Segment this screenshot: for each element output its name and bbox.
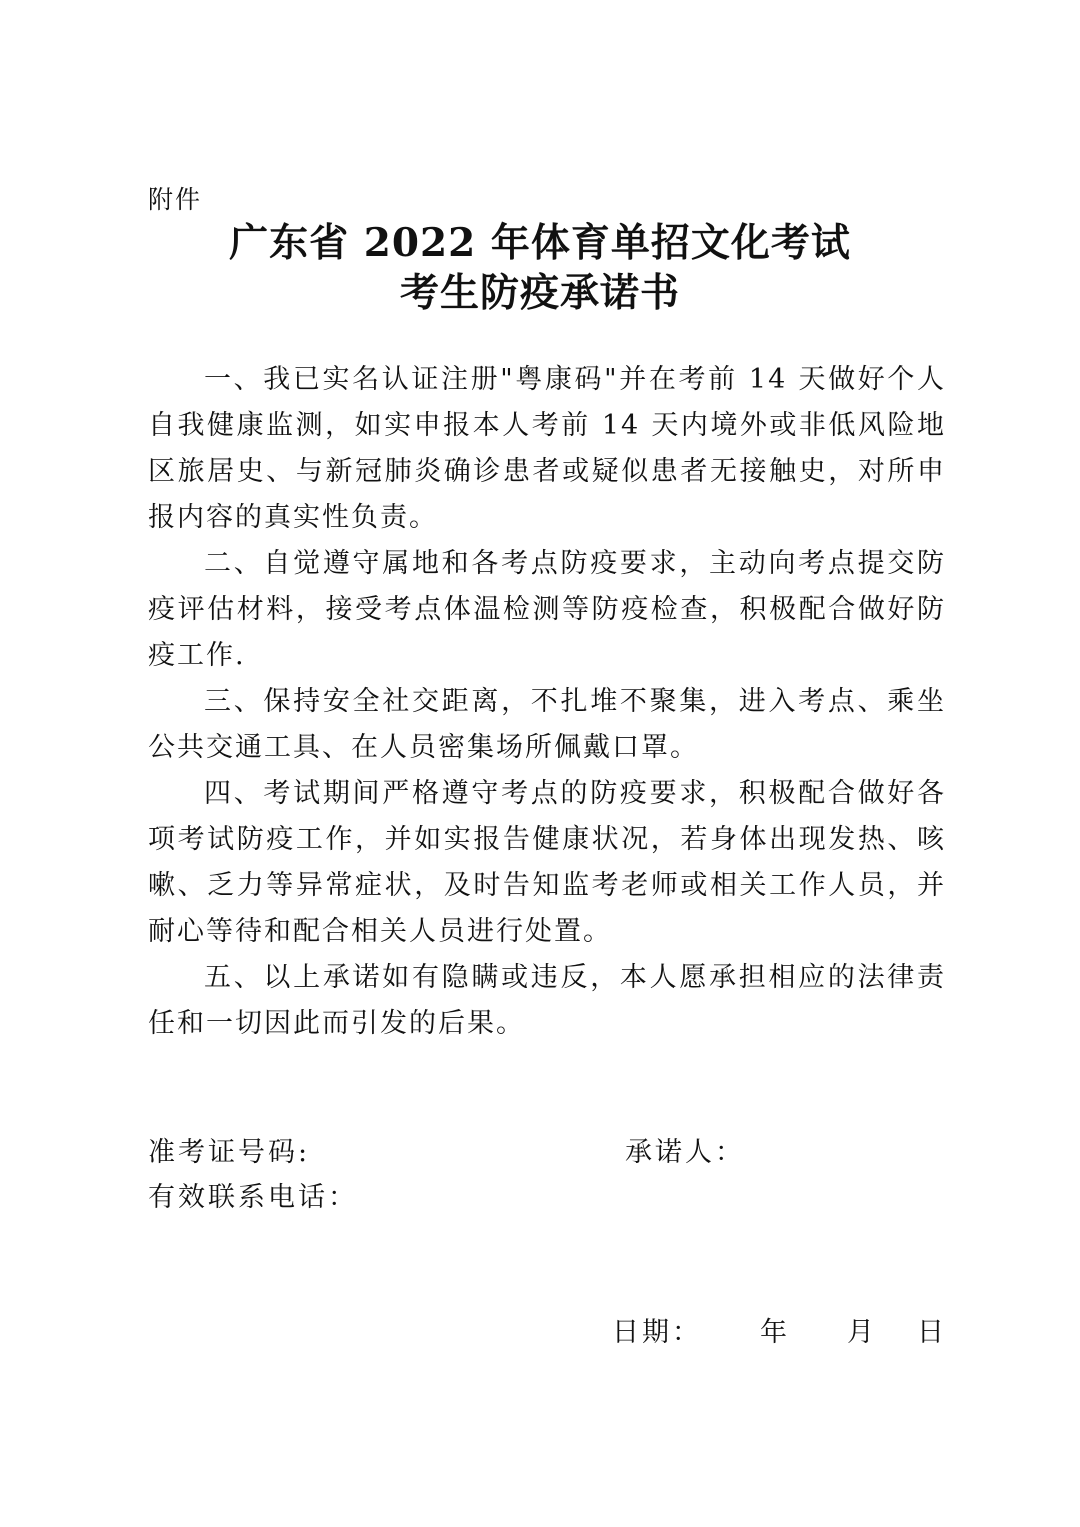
document-title-line-1: 广东省 2022 年体育单招文化考试	[229, 220, 851, 266]
date-year-label: 年	[760, 1317, 790, 1348]
pledge-item-5: 五、以上承诺如有隐瞒或违反，本人愿承担相应的法律责任和一切因此而引发的后果。	[148, 962, 946, 1039]
pledge-item-3: 三、保持安全社交距离，不扎堆不聚集，进入考点、乘坐公共交通工具、在人员密集场所佩戴口罩。	[148, 686, 946, 763]
document-title-line-2: 考生防疫承诺书	[399, 270, 680, 316]
pledge-item-2: 二、自觉遵守属地和各考点防疫要求，主动向考点提交防疫评估材料，接受考点体温检测等防疫检查，积极配合做好防疫工作.	[148, 548, 946, 671]
date-month-label: 月	[847, 1317, 877, 1348]
ticket-number-label: 准考证号码:	[148, 1137, 311, 1168]
pledge-item-4: 四、考试期间严格遵守考点的防疫要求，积极配合做好各项考试防疫工作，并如实报告健康状况，若身体出现发热、咳嗽、乏力等异常症状，及时告知监考老师或相关工作人员，并耐心等待和配合相关人员进行处置。	[148, 778, 946, 947]
pledge-item-1: 一、我已实名认证注册"粤康码"并在考前 14 天做好个人自我健康监测，如实申报本人考前 14 天内境外或非低风险地区旅居史、与新冠肺炎确诊患者或疑似患者无接触史，对所申报内容的真实性负责。	[148, 364, 946, 533]
date-day-label: 日	[917, 1317, 947, 1348]
date-row	[612, 1313, 947, 1353]
date-label: 日期：	[612, 1317, 702, 1348]
signer-label: 承诺人：	[625, 1137, 745, 1168]
pledge-body	[148, 357, 946, 1047]
phone-label: 有效联系电话：	[148, 1182, 358, 1213]
attachment-label: 附件	[148, 185, 203, 214]
